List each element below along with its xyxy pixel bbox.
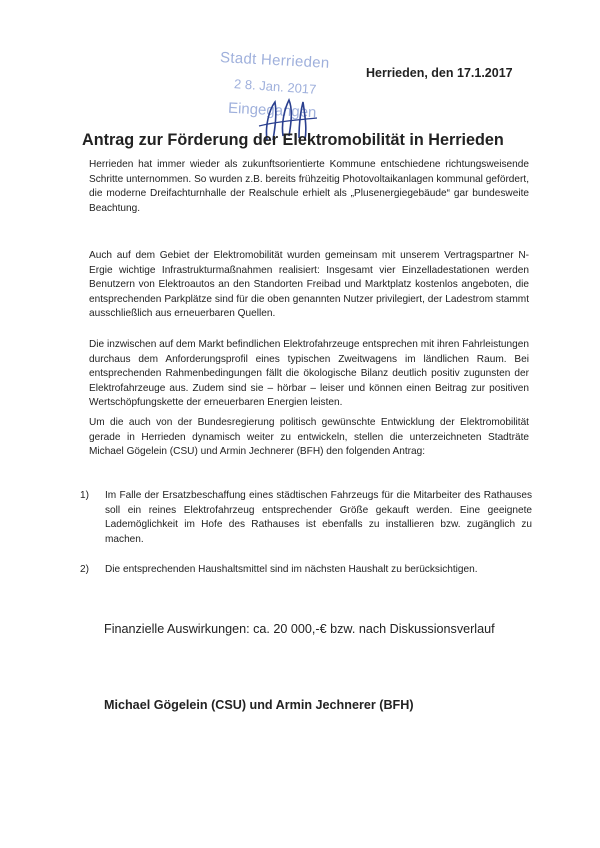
list-item: [80, 489, 532, 547]
financial-impact: Finanzielle Auswirkungen: ca. 20 000,-€ bzw. nach Diskussionsverlauf: [104, 622, 495, 636]
paragraph: Auch auf dem Gebiet der Elektromobilität wurden gemeinsam mit unserem Vertragspartner N-Ergie wichtige Infrastrukturmaßnahmen realisiert: Insgesamt vier Einzelladestationen werden Benutzern von Elektroautos an den Standorten Freibad und Marktplatz kostenlos angeboten, die entsprechenden Parkplätze sind für die oben genannten Nutzer privilegiert, der Ladestrom stammt ausschließlich aus erneuerbaren Quellen.: [89, 250, 529, 319]
list-text: Die entsprechenden Haushaltsmittel sind im nächsten Haushalt zu berücksichtigen.: [105, 564, 478, 575]
stamp-city: Stadt Herrieden: [219, 49, 330, 72]
list-number: 1): [80, 490, 89, 501]
letter-date: Herrieden, den 17.1.2017: [366, 66, 513, 80]
list-item: [80, 563, 532, 578]
stamp-date: 2 8. Jan. 2017: [233, 76, 317, 97]
paragraph: Herrieden hat immer wieder als zukunftsorientierte Kommune entschiedene richtungsweisende Schritte unternommen. So wurden z.B. bereits frühzeitig Photovoltaikanlagen kommunal gefördert, die moderne Dreifachturnhalle der Realschule erhielt als „Plusenergiegebäude“ gar bundesweite Beachtung.: [89, 159, 529, 214]
document-title: Antrag zur Förderung der Elektromobilität in Herrieden: [82, 131, 504, 149]
stamp-received: Eingegangen: [227, 99, 317, 122]
signatories: Michael Gögelein (CSU) und Armin Jechnerer (BFH): [104, 698, 414, 712]
paragraph: Die inzwischen auf dem Markt befindlichen Elektrofahrzeuge entsprechen mit ihren Fahrleistungen durchaus dem Anforderungsprofil eines typischen Zweitwagens im ländlichen Raum. Bei entsprechenden Rahmenbedingungen fällt die ökologische Bilanz deutlich positiv zugunsten der Elektrofahrzeuge aus. Zudem sind sie – hörbar – leiser und können einen Beitrag zur positiven Wertschöpfungskette der erneuerbaren Energien leisten.: [89, 339, 529, 408]
list-text: Im Falle der Ersatzbeschaffung eines städtischen Fahrzeugs für die Mitarbeiter des Rathauses soll ein reines Elektrofahrzeug entsprechender Größe gekauft werden. Eine geeignete Lademöglichkeit im Hofe des Rathauses ist ebenfalls zu installieren bzw. zugänglich zu machen.: [105, 490, 532, 545]
paragraph: Um die auch von der Bundesregierung politisch gewünschte Entwicklung der Elektromobilität gerade in Herrieden dynamisch weiter zu entwickeln, stellen die unterzeichneten Stadträte Michael Gögelein (CSU) und Armin Jechnerer (BFH) den folgenden Antrag:: [89, 417, 529, 457]
list-number: 2): [80, 564, 89, 575]
